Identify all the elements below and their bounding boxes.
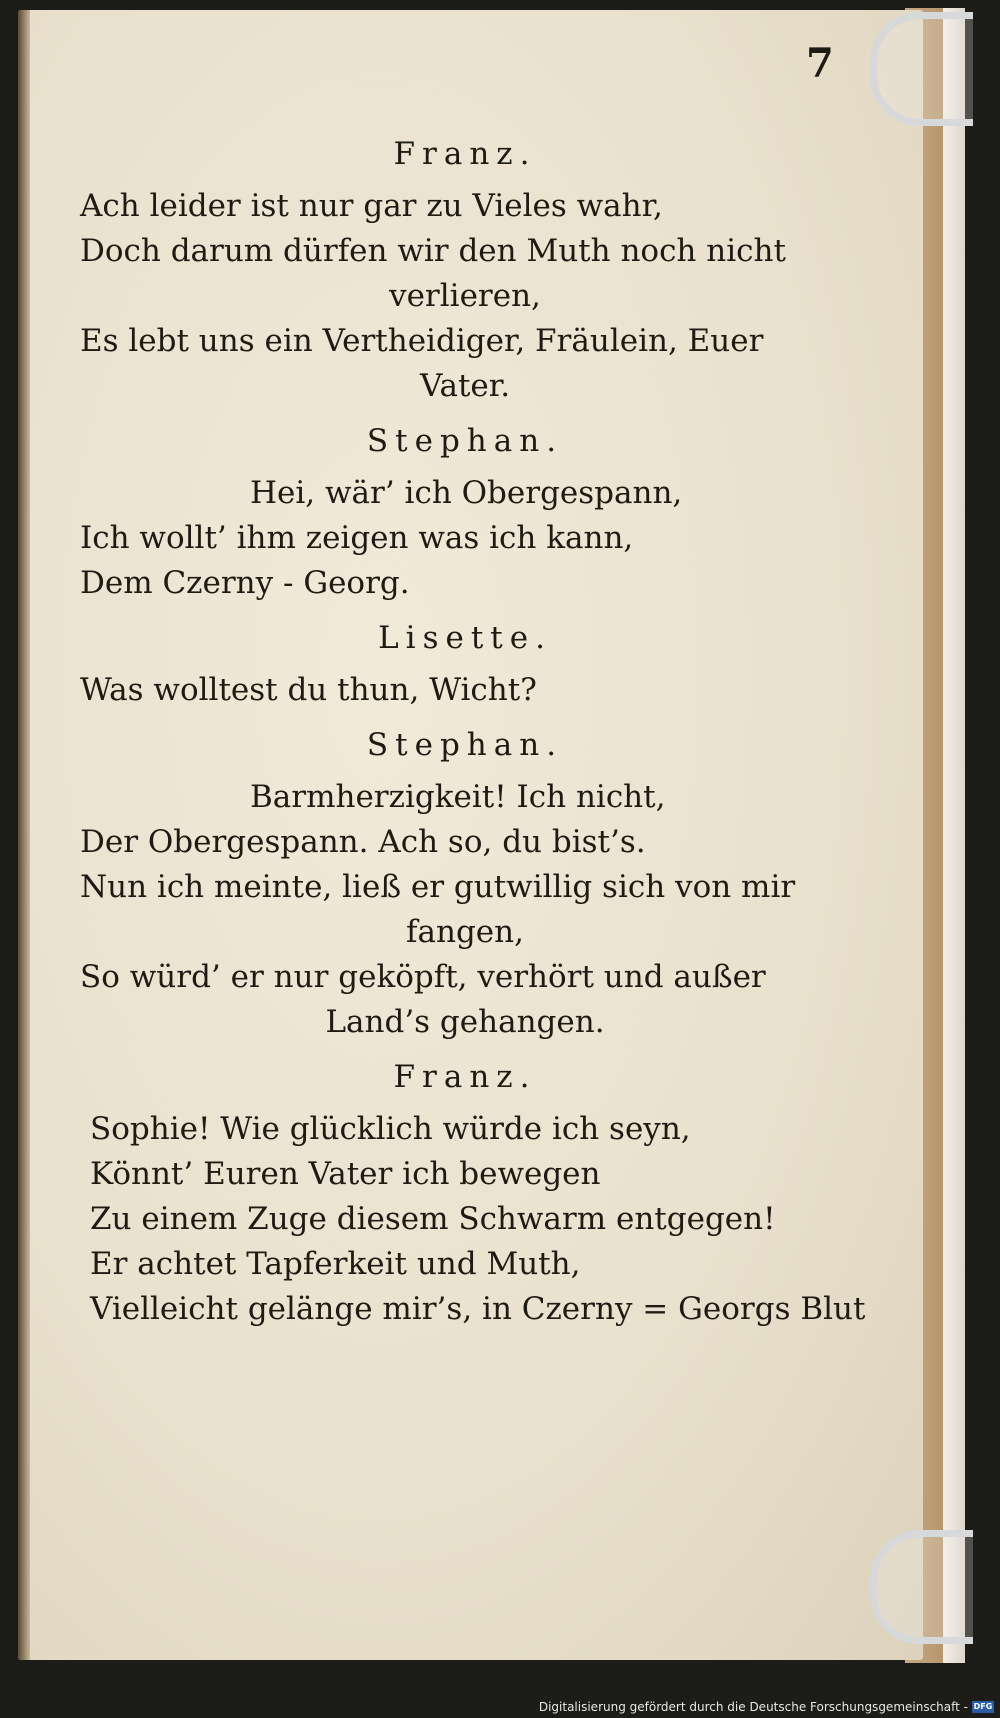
verse-line: Er achtet Tapferkeit und Muth, xyxy=(90,1246,581,1282)
verse-line: fangen, xyxy=(406,914,524,950)
verse-line: Doch darum dürfen wir den Muth noch nicht xyxy=(80,233,786,269)
verse-line: Hei, wär’ ich Obergespann, xyxy=(250,475,683,511)
verse-line: Sophie! Wie glücklich würde ich seyn, xyxy=(90,1111,691,1147)
speaker-name: Franz. xyxy=(393,1059,537,1095)
verse-line: Zu einem Zuge diesem Schwarm entgegen! xyxy=(90,1201,776,1237)
speaker-name: Stephan. xyxy=(366,423,564,459)
verse-line: Vielleicht gelänge mir’s, in Czerny = Georgs Blut xyxy=(90,1291,866,1327)
digitization-footer xyxy=(539,1700,994,1714)
page-edge xyxy=(943,8,965,1663)
page-gutter-shadow xyxy=(18,10,30,1660)
verse-line: Ich wollt’ ihm zeigen was ich kann, xyxy=(80,520,634,556)
verse-line: verlieren, xyxy=(389,278,541,314)
footer-credit: Digitalisierung gefördert durch die Deutsche Forschungsgemeinschaft - xyxy=(538,1700,968,1714)
speaker-name: Franz. xyxy=(393,136,537,172)
verse-line: Vater. xyxy=(419,368,511,404)
verse-line: Barmherzigkeit! Ich nicht, xyxy=(250,779,666,815)
verse-line: Dem Czerny - Georg. xyxy=(80,565,410,601)
speaker-name: Stephan. xyxy=(366,727,564,763)
verse-line: So würd’ er nur geköpft, verhört und außer xyxy=(80,959,766,995)
verse-line: Nun ich meinte, ließ er gutwillig sich von mir xyxy=(80,869,796,905)
verse-line: Könnt’ Euren Vater ich bewegen xyxy=(90,1156,601,1192)
dialogue-text xyxy=(80,122,866,1332)
verse-line: Ach leider ist nur gar zu Vieles wahr, xyxy=(80,188,663,224)
verse-line: Der Obergespann. Ach so, du bist’s. xyxy=(80,824,646,860)
verse-line: Es lebt uns ein Vertheidiger, Fräulein, Euer xyxy=(80,323,764,359)
page-number: 7 xyxy=(806,40,834,87)
verse-line: Was wolltest du thun, Wicht? xyxy=(80,672,537,708)
scanner-clip-top xyxy=(870,12,973,126)
scanner-clip-bottom xyxy=(870,1530,973,1644)
book-page xyxy=(18,10,923,1660)
speaker-name: Lisette. xyxy=(378,620,552,656)
dfg-logo: DFG xyxy=(973,1702,993,1711)
verse-line: Land’s gehangen. xyxy=(325,1004,605,1040)
